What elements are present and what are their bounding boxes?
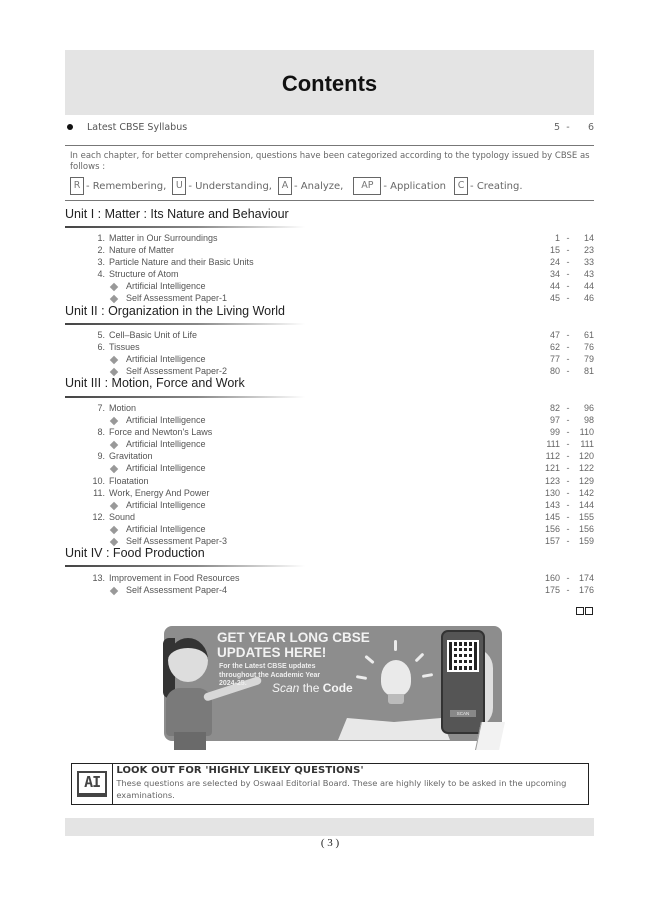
chapter-number: 2. xyxy=(97,245,105,255)
code-label-a: - Analyze, xyxy=(293,180,344,192)
page-dash: - xyxy=(566,451,570,461)
scan-button[interactable]: SCAN xyxy=(450,710,476,717)
banner-sub-line1: For the Latest CBSE updates xyxy=(219,663,316,670)
sub-entry-title: Artificial Intelligence xyxy=(126,354,206,364)
chapter-number: 5. xyxy=(97,330,105,340)
page-range xyxy=(534,476,594,486)
page-range xyxy=(534,354,594,364)
code-label-ap: - Application xyxy=(383,180,447,192)
sub-entry-title: Artificial Intelligence xyxy=(126,524,206,534)
diamond-bullet-icon xyxy=(110,502,118,510)
code-badge-u: U xyxy=(172,177,186,195)
chapter-number: 8. xyxy=(97,427,105,437)
the-word: the xyxy=(299,681,323,695)
notice-heading: LOOK OUT FOR 'HIGHLY LIKELY QUESTIONS' xyxy=(116,765,364,776)
page-from: 160 xyxy=(544,573,560,583)
code-badge-ap: AP xyxy=(353,177,381,195)
page-to: 129 xyxy=(578,476,594,486)
diamond-bullet-icon xyxy=(110,295,118,303)
ai-book-icon: AI xyxy=(77,771,107,797)
page-range xyxy=(534,488,594,498)
chapter-number: 9. xyxy=(97,451,105,461)
sub-entry-title: Artificial Intelligence xyxy=(126,415,206,425)
sub-entry-title: Self Assessment Paper-3 xyxy=(126,536,228,546)
notice-icon-cell xyxy=(72,764,113,804)
page-range xyxy=(534,122,594,133)
page-from: 15 xyxy=(549,245,560,255)
sub-entry-title: Artificial Intelligence xyxy=(126,463,206,473)
chapter-title: Force and Newton's Laws xyxy=(109,427,213,437)
unit-heading-2[interactable]: Unit II : Organization in the Living World xyxy=(65,304,286,318)
page-range xyxy=(534,281,594,291)
sub-entry-title: Artificial Intelligence xyxy=(126,439,206,449)
page-range xyxy=(534,342,594,352)
page-from: 77 xyxy=(549,354,560,364)
unit-underline xyxy=(65,396,305,398)
toc-chapter-row[interactable] xyxy=(65,573,594,585)
banner-headline xyxy=(217,630,370,660)
chapter-number: 12. xyxy=(92,512,105,522)
toc-chapter-row[interactable] xyxy=(65,488,594,500)
chapter-title: Structure of Atom xyxy=(109,269,179,279)
chapter-title: Improvement in Food Resources xyxy=(109,573,240,583)
banner-headline-line2: UPDATES HERE! xyxy=(217,645,327,660)
shirt-cuff-illustration xyxy=(475,722,505,750)
page-dash: - xyxy=(566,403,570,413)
chapter-title: Motion xyxy=(109,403,137,413)
page-range xyxy=(534,439,594,449)
unit-heading-3[interactable]: Unit III : Motion, Force and Work xyxy=(65,376,245,390)
page-range xyxy=(534,512,594,522)
page-range xyxy=(534,403,594,413)
girl-illustration-head xyxy=(168,638,208,682)
syllabus-label: Latest CBSE Syllabus xyxy=(87,122,188,133)
page-from: 112 xyxy=(545,451,560,461)
highly-likely-questions-notice xyxy=(71,763,589,805)
code-label-c: - Creating. xyxy=(470,180,523,192)
toc-sub-row[interactable] xyxy=(65,585,594,597)
chapter-number: 7. xyxy=(97,403,105,413)
chapter-title: Gravitation xyxy=(109,451,153,461)
page-from: 80 xyxy=(549,366,560,376)
page-to: 43 xyxy=(583,269,594,279)
page-to: 76 xyxy=(583,342,594,352)
code-badge-c: C xyxy=(454,177,468,195)
page-from: 62 xyxy=(549,342,560,352)
page-from: 121 xyxy=(544,463,560,473)
page-range xyxy=(534,233,594,243)
code-badge-r: R xyxy=(70,177,84,195)
toc-chapter-row[interactable] xyxy=(65,451,594,463)
page-from: 123 xyxy=(544,476,560,486)
page-to: 120 xyxy=(578,451,594,461)
toc-sub-row[interactable] xyxy=(65,524,594,536)
page-from: 143 xyxy=(544,500,560,510)
sub-entry-title: Self Assessment Paper-2 xyxy=(126,366,228,376)
scan-word: Scan xyxy=(272,681,300,695)
page-dash: - xyxy=(566,245,570,255)
lightbulb-base xyxy=(388,694,404,704)
code-label-r: - Remembering, xyxy=(86,180,167,192)
toc-chapter-row[interactable] xyxy=(65,233,594,245)
scan-the-code-text xyxy=(272,681,353,695)
toc-sub-row[interactable] xyxy=(65,415,594,427)
page-from: 5 xyxy=(553,122,560,133)
page-dash: - xyxy=(566,512,570,522)
contents-header xyxy=(65,50,594,115)
chapter-number: 6. xyxy=(97,342,105,352)
page-title: Contents xyxy=(281,70,378,96)
page-to: 6 xyxy=(587,122,594,133)
unit-underline xyxy=(65,226,305,228)
notice-body: These questions are selected by Oswaal Editorial Board. These are highly likely to be asked in the upcoming examinations. xyxy=(116,778,567,800)
page-from: 34 xyxy=(549,269,560,279)
page-to: 144 xyxy=(578,500,594,510)
page-to: 61 xyxy=(583,330,594,340)
footer-band xyxy=(65,818,594,836)
page-dash: - xyxy=(566,500,570,510)
page-from: 45 xyxy=(549,293,560,303)
diamond-bullet-icon xyxy=(110,465,118,473)
lightbulb-icon xyxy=(381,660,411,696)
chapter-title: Particle Nature and their Basic Units xyxy=(109,257,254,267)
banner-sub-line2: throughout the Academic Year xyxy=(219,671,321,679)
chapter-title: Cell–Basic Unit of Life xyxy=(109,330,198,340)
chapter-number: 1. xyxy=(97,233,105,243)
toc-chapter-row[interactable] xyxy=(65,342,594,354)
toc-chapter-row[interactable] xyxy=(65,330,594,342)
diamond-bullet-icon xyxy=(110,587,118,595)
page-dash: - xyxy=(566,585,570,595)
toc-chapter-row[interactable] xyxy=(65,427,594,439)
page-dash: - xyxy=(566,488,570,498)
page-from: 47 xyxy=(549,330,560,340)
page-from: 157 xyxy=(544,536,560,546)
page-to: 174 xyxy=(578,573,594,583)
page-dash: - xyxy=(566,281,570,291)
page-from: 82 xyxy=(549,403,560,413)
diamond-bullet-icon xyxy=(110,356,118,364)
page-dash: - xyxy=(566,476,570,486)
code-badge-a: A xyxy=(278,177,292,195)
page-dash: - xyxy=(566,330,570,340)
sub-entry-title: Self Assessment Paper-1 xyxy=(126,293,228,303)
page-dash: - xyxy=(566,439,570,449)
page-from: 111 xyxy=(546,439,560,449)
qr-code-icon[interactable] xyxy=(447,640,479,672)
page-to: 33 xyxy=(583,257,594,267)
toc-chapter-row[interactable] xyxy=(65,245,594,257)
toc-sub-row[interactable] xyxy=(65,463,594,475)
sub-entry-title: Self Assessment Paper-4 xyxy=(126,585,228,595)
toc-chapter-row[interactable] xyxy=(65,512,594,524)
page-dash: - xyxy=(566,573,570,583)
page-from: 130 xyxy=(544,488,560,498)
chapter-number: 4. xyxy=(97,269,105,279)
chapter-number: 3. xyxy=(97,257,105,267)
sub-entry-title: Artificial Intelligence xyxy=(126,281,206,291)
page-from: 97 xyxy=(549,415,560,425)
diamond-bullet-icon xyxy=(110,526,118,534)
page-dash: - xyxy=(566,366,570,376)
page-to: 142 xyxy=(578,488,594,498)
chapter-title: Floatation xyxy=(109,476,149,486)
chapter-title: Tissues xyxy=(109,342,140,352)
diamond-bullet-icon xyxy=(110,441,118,449)
page-dash: - xyxy=(566,257,570,267)
divider xyxy=(65,145,594,146)
page-to: 23 xyxy=(583,245,594,255)
page-from: 24 xyxy=(549,257,560,267)
syllabus-entry[interactable] xyxy=(65,121,594,137)
page-from: 175 xyxy=(544,585,560,595)
page-dash: - xyxy=(566,354,570,364)
page-to: 96 xyxy=(583,403,594,413)
page-dash: - xyxy=(566,122,570,133)
unit-heading-1[interactable]: Unit I : Matter : Its Nature and Behaviour xyxy=(65,207,289,221)
page-range xyxy=(534,366,594,376)
divider xyxy=(65,200,594,201)
banner-headline-line1: GET YEAR LONG CBSE xyxy=(217,630,370,645)
page-to: 79 xyxy=(583,354,594,364)
page-dash: - xyxy=(566,463,570,473)
chapter-title: Work, Energy And Power xyxy=(109,488,210,498)
page-range xyxy=(534,415,594,425)
page-dash: - xyxy=(566,524,570,534)
toc-sub-row[interactable] xyxy=(65,281,594,293)
page-to: 110 xyxy=(579,427,594,437)
diamond-bullet-icon xyxy=(110,538,118,546)
light-ray xyxy=(394,640,397,651)
page-range xyxy=(534,573,594,583)
page-range xyxy=(534,463,594,473)
page-to: 111 xyxy=(580,439,594,449)
diamond-bullet-icon xyxy=(110,417,118,425)
end-of-section-icon xyxy=(576,607,593,615)
toc-chapter-row[interactable] xyxy=(65,403,594,415)
page-dash: - xyxy=(566,269,570,279)
page-range xyxy=(534,427,594,437)
page-range xyxy=(534,500,594,510)
chapter-number: 13. xyxy=(92,573,105,583)
page-number: ( 3 ) xyxy=(320,837,340,849)
page-dash: - xyxy=(566,293,570,303)
chapter-number: 10. xyxy=(92,476,105,486)
code-word: Code xyxy=(322,681,353,695)
diamond-bullet-icon xyxy=(110,283,118,291)
page-range xyxy=(534,330,594,340)
toc-sub-row[interactable] xyxy=(65,354,594,366)
toc-chapter-row[interactable] xyxy=(65,476,594,488)
page-to: 156 xyxy=(578,524,594,534)
girl-illustration-legs xyxy=(174,732,206,750)
page-range xyxy=(534,245,594,255)
page-to: 159 xyxy=(578,536,594,546)
toc-chapter-row[interactable] xyxy=(65,269,594,281)
page-dash: - xyxy=(566,536,570,546)
page-range xyxy=(534,524,594,534)
unit-heading-4[interactable]: Unit IV : Food Production xyxy=(65,546,205,560)
bullet-icon xyxy=(67,124,73,130)
toc-sub-row[interactable] xyxy=(65,500,594,512)
page-range xyxy=(534,257,594,267)
chapter-title: Matter in Our Surroundings xyxy=(109,233,218,243)
page-range xyxy=(534,451,594,461)
page-dash: - xyxy=(566,233,570,243)
chapter-title: Sound xyxy=(109,512,136,522)
page-from: 145 xyxy=(544,512,560,522)
page-dash: - xyxy=(566,415,570,425)
page-range xyxy=(534,536,594,546)
unit-underline xyxy=(65,323,305,325)
page-from: 99 xyxy=(549,427,560,437)
page-from: 156 xyxy=(544,524,560,534)
notice-text-cell xyxy=(113,764,588,804)
typology-legend xyxy=(70,176,529,196)
typology-intro: In each chapter, for better comprehension, questions have been categorized according to the typology issued by CBSE as follows : xyxy=(70,151,590,172)
page-from: 1 xyxy=(554,233,560,243)
toc-chapter-row[interactable] xyxy=(65,257,594,269)
toc-sub-row[interactable] xyxy=(65,439,594,451)
page-dash: - xyxy=(566,427,570,437)
diamond-bullet-icon xyxy=(110,368,118,376)
page-range xyxy=(534,269,594,279)
page-to: 44 xyxy=(583,281,594,291)
cbse-updates-banner[interactable] xyxy=(160,626,503,750)
page-from: 44 xyxy=(549,281,560,291)
page-range xyxy=(534,293,594,303)
page-to: 81 xyxy=(583,366,594,376)
page-range xyxy=(534,585,594,595)
sub-entry-title: Artificial Intelligence xyxy=(126,500,206,510)
page-dash: - xyxy=(566,342,570,352)
page-to: 155 xyxy=(578,512,594,522)
banner-sub-line3: 2024-25. xyxy=(219,680,247,687)
code-label-u: - Understanding, xyxy=(188,180,272,192)
unit-underline xyxy=(65,565,305,567)
page-to: 46 xyxy=(583,293,594,303)
chapter-number: 11. xyxy=(93,488,105,498)
page-to: 122 xyxy=(578,463,594,473)
page-to: 176 xyxy=(578,585,594,595)
page-to: 98 xyxy=(583,415,594,425)
chapter-title: Nature of Matter xyxy=(109,245,175,255)
page-to: 14 xyxy=(583,233,594,243)
